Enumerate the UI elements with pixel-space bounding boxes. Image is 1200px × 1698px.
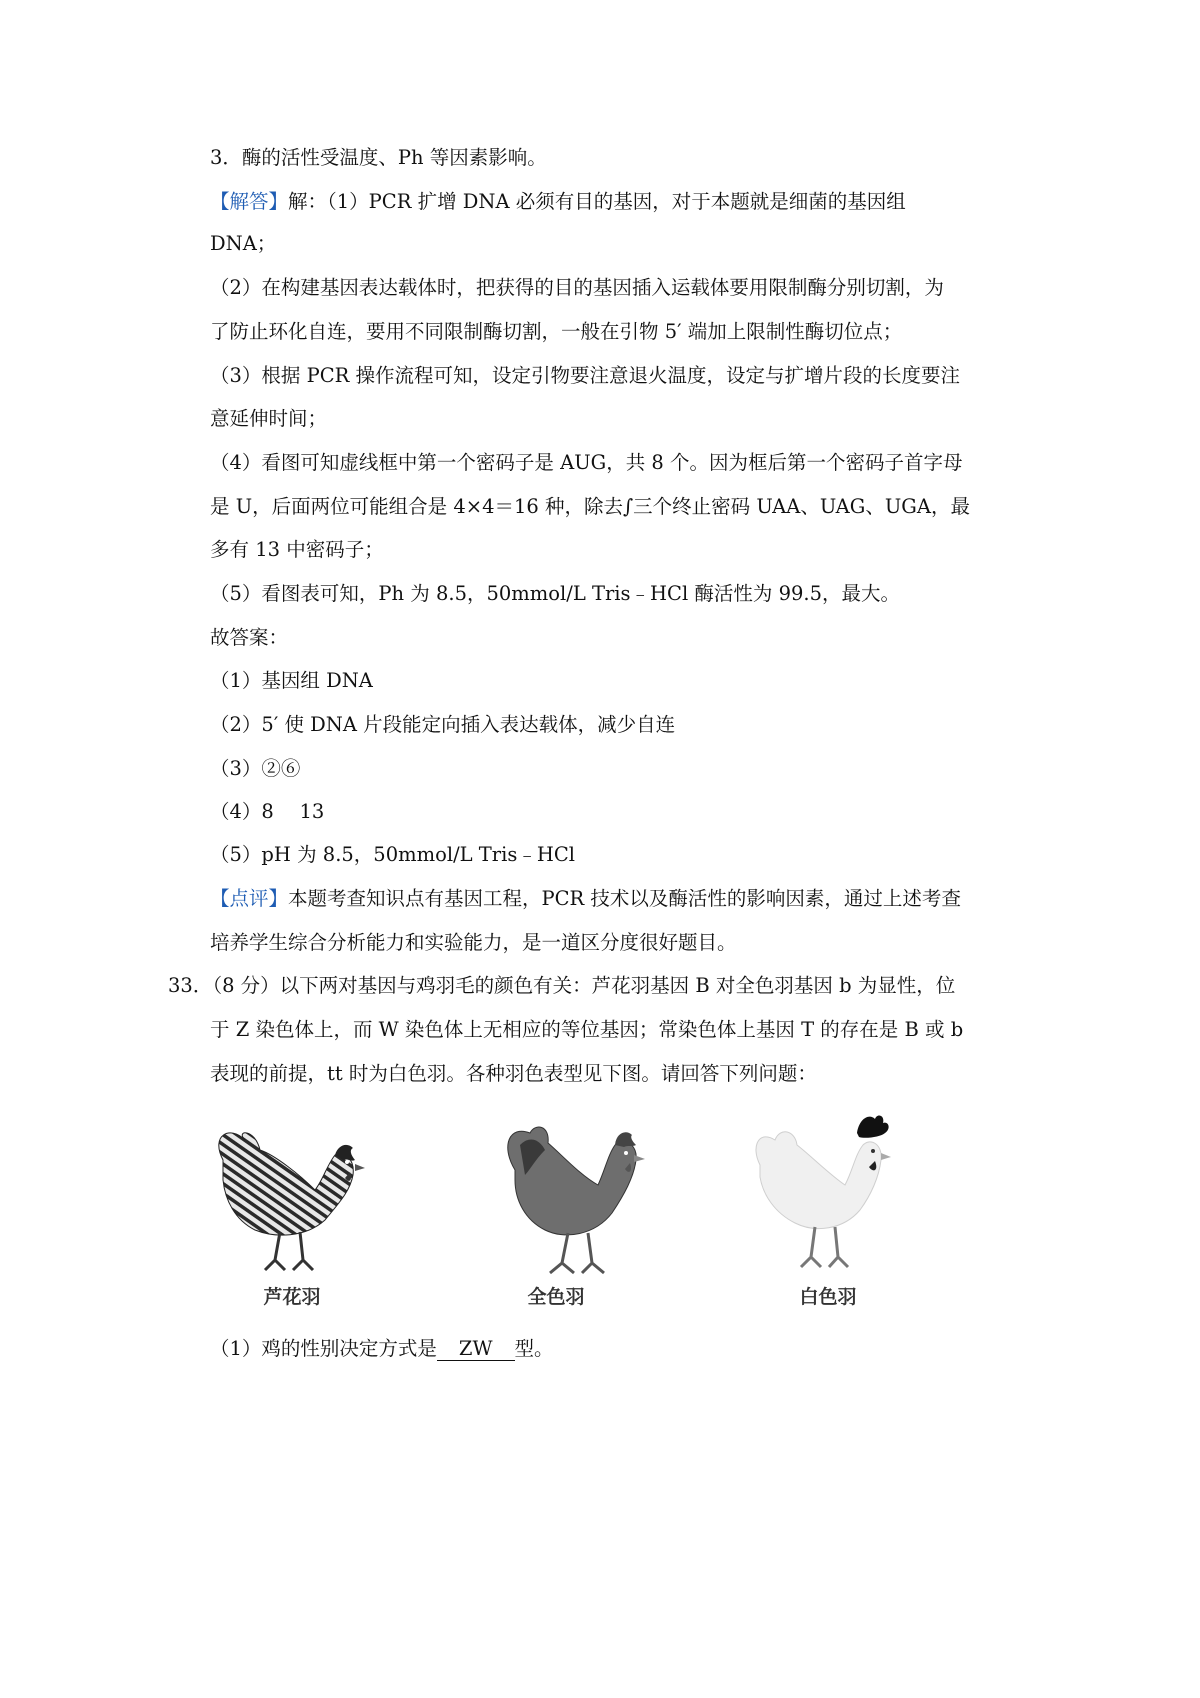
- text-line: 于 Z 染色体上，而 W 染色体上无相应的等位基因；常染色体上基因 T 的存在是 B 或 b: [210, 1018, 964, 1041]
- text-line: （2）5′ 使 DNA 片段能定向插入表达载体，减少自连: [210, 713, 676, 736]
- sub-question-line: [210, 1335, 1030, 1363]
- caption-barred: 芦花羽: [263, 1286, 321, 1308]
- white-rooster-image: [745, 1105, 920, 1285]
- text-line: 了防止环化自连，要用不同限制酶切割，一般在引物 5′ 端加上限制性酶切位点；: [210, 320, 903, 343]
- text-line: 多有 13 中密码子；: [210, 538, 384, 561]
- answer-blank: ZW: [437, 1338, 515, 1361]
- text-line: （4）8 13: [210, 800, 325, 823]
- question-line: [168, 972, 1038, 1000]
- comment-line: [210, 885, 1030, 913]
- text-line: （2）在构建基因表达载体时，把获得的目的基因插入运载体要用限制酶分别切割，为: [210, 276, 944, 299]
- comment-tag: 【点评】: [210, 887, 289, 910]
- text-line: （3）②⑥: [210, 757, 301, 780]
- comment-text: 本题考查知识点有基因工程，PCR 技术以及酶活性的影响因素，通过上述考查: [288, 887, 961, 910]
- sub-question-text: （1）鸡的性别决定方式是: [210, 1337, 437, 1360]
- text-line: （3）根据 PCR 操作流程可知，设定引物要注意退火温度，设定与扩增片段的长度要注: [210, 364, 961, 387]
- text-line: （1）基因组 DNA: [210, 669, 373, 692]
- text-line: DNA；: [210, 232, 277, 255]
- text-line: 3．酶的活性受温度、Ph 等因素影响。: [210, 146, 547, 169]
- solid-rooster-image: [490, 1115, 665, 1285]
- caption-solid: 全色羽: [527, 1286, 585, 1308]
- text-line: 培养学生综合分析能力和实验能力，是一道区分度很好题目。: [210, 931, 737, 954]
- text-line: （5）pH 为 8.5，50mmol/L Tris﹣HCl: [210, 843, 576, 866]
- sub-question-suffix: 型。: [514, 1337, 554, 1360]
- text-line: （4）看图可知虚线框中第一个密码子是 AUG，共 8 个。因为框后第一个密码子首字母: [210, 451, 963, 474]
- text-line: 故答案：: [210, 626, 289, 649]
- answer-tag: 【解答】: [210, 190, 289, 213]
- text-line: 表现的前提，tt 时为白色羽。各种羽色表型见下图。请回答下列问题：: [210, 1062, 817, 1085]
- caption-white: 白色羽: [799, 1286, 857, 1308]
- question-number: 33．: [168, 974, 213, 997]
- text-line: （5）看图表可知，Ph 为 8.5，50mmol/L Tris﹣HCl 酶活性为 99.5，最大。: [210, 582, 901, 605]
- question-text: （8 分）以下两对基因与鸡羽毛的颜色有关：芦花羽基因 B 对全色羽基因 b 为显性，位: [212, 974, 956, 997]
- answer-text: 解：（1）PCR 扩增 DNA 必须有目的基因，对于本题就是细菌的基因组: [288, 190, 906, 213]
- answer-line: [210, 188, 1030, 216]
- text-line: 是 U，后面两位可能组合是 4×4＝16 种，除去∫三个终止密码 UAA、UAG、UGA，最: [210, 495, 970, 518]
- barred-rooster-image: [205, 1120, 380, 1285]
- text-line: 意延伸时间；: [210, 407, 328, 430]
